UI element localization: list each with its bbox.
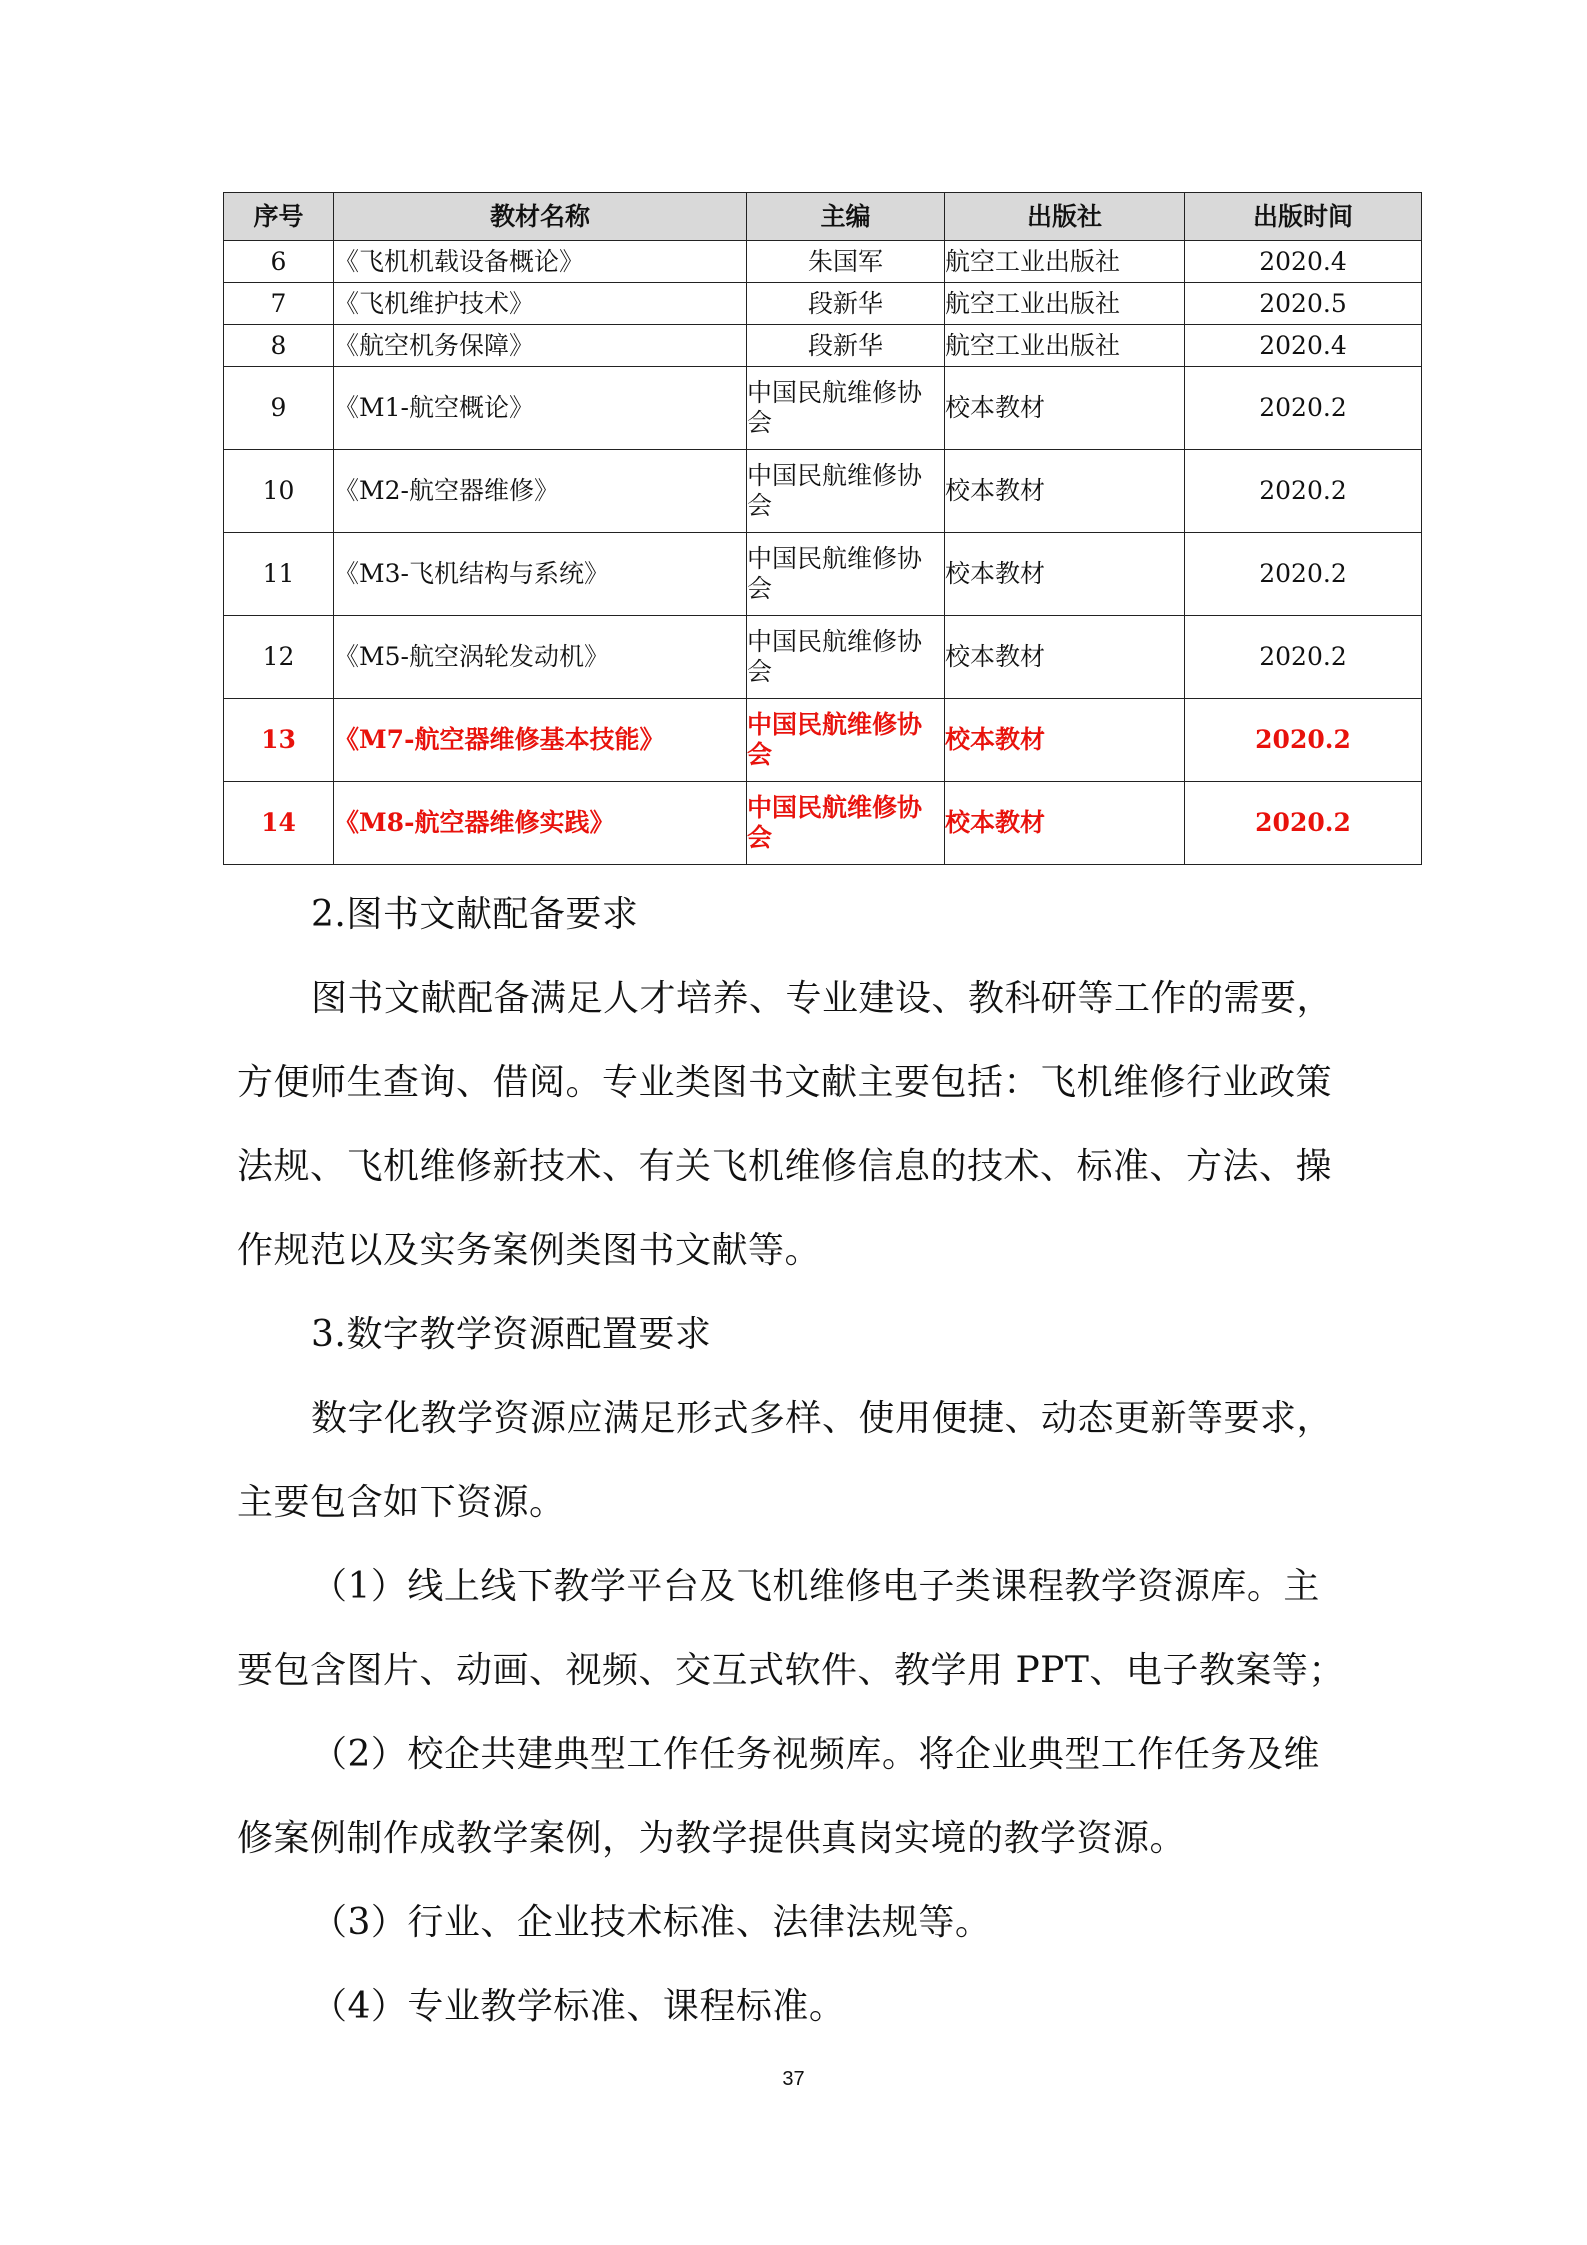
cell-publisher: 校本教材 [945,450,1185,533]
header-title: 教材名称 [334,193,747,241]
cell-publisher: 航空工业出版社 [945,283,1185,325]
cell-title: 《M3-飞机结构与系统》 [334,533,747,616]
cell-no: 6 [224,241,334,283]
cell-editor: 中国民航维修协会 [747,367,945,450]
cell-no: 10 [224,450,334,533]
cell-editor: 段新华 [747,283,945,325]
cell-publisher: 航空工业出版社 [945,241,1185,283]
cell-title: 《M8-航空器维修实践》 [334,782,747,865]
cell-no: 13 [224,699,334,782]
paragraph-library: 图书文献配备满足人才培养、专业建设、教科研等工作的需要，方便师生查询、借阅。专业类图书文献主要包括：飞机维修行业政策法规、飞机维修新技术、有关飞机维修信息的技术、标准、方法、操作规范以及实务案例类图书文献等。 [237,978,1334,1271]
table-row [224,283,1422,325]
cell-publisher: 校本教材 [945,533,1185,616]
cell-date: 2020.2 [1185,616,1422,699]
cell-title: 《M7-航空器维修基本技能》 [334,699,747,782]
cell-title: 《飞机维护技术》 [334,283,747,325]
header-publisher: 出版社 [945,193,1185,241]
table-row [224,533,1422,616]
cell-publisher: 校本教材 [945,699,1185,782]
cell-date: 2020.2 [1185,782,1422,865]
table-row-highlighted [224,782,1422,865]
cell-no: 12 [224,616,334,699]
list-item-4: （4）专业教学标准、课程标准。 [311,1986,846,2027]
section-heading-digital: 3.数字教学资源配置要求 [311,1314,712,1355]
cell-publisher: 校本教材 [945,782,1185,865]
cell-publisher: 校本教材 [945,367,1185,450]
paragraph-digital: 数字化教学资源应满足形式多样、使用便捷、动态更新等要求，主要包含如下资源。 [237,1398,1334,1523]
table-header-row [224,193,1422,241]
table-row [224,367,1422,450]
list-item-2: （2）校企共建典型工作任务视频库。将企业典型工作任务及维修案例制作成教学案例，为教学提供真岗实境的教学资源。 [237,1734,1320,1859]
list-item-3: （3）行业、企业技术标准、法律法规等。 [311,1902,992,1943]
cell-no: 8 [224,325,334,367]
cell-date: 2020.2 [1185,367,1422,450]
cell-date: 2020.4 [1185,325,1422,367]
cell-editor: 中国民航维修协会 [747,616,945,699]
cell-date: 2020.2 [1185,533,1422,616]
cell-title: 《M2-航空器维修》 [334,450,747,533]
textbook-table [223,192,1422,865]
page-number: 37 [782,2068,805,2090]
cell-editor: 中国民航维修协会 [747,699,945,782]
cell-date: 2020.2 [1185,699,1422,782]
cell-title: 《M1-航空概论》 [334,367,747,450]
cell-publisher: 校本教材 [945,616,1185,699]
table-row [224,450,1422,533]
cell-editor: 朱国军 [747,241,945,283]
cell-title: 《M5-航空涡轮发动机》 [334,616,747,699]
table-row-highlighted [224,699,1422,782]
header-no: 序号 [224,193,334,241]
header-editor: 主编 [747,193,945,241]
cell-title: 《飞机机载设备概论》 [334,241,747,283]
table-row [224,325,1422,367]
list-item-1: （1）线上线下教学平台及飞机维修电子类课程教学资源库。主要包含图片、动画、视频、交互式软件、教学用 PPT、电子教案等； [237,1566,1345,1691]
table-row [224,616,1422,699]
cell-no: 9 [224,367,334,450]
cell-editor: 中国民航维修协会 [747,533,945,616]
cell-editor: 段新华 [747,325,945,367]
cell-no: 14 [224,782,334,865]
cell-no: 11 [224,533,334,616]
table-row [224,241,1422,283]
cell-publisher: 航空工业出版社 [945,325,1185,367]
cell-date: 2020.4 [1185,241,1422,283]
cell-title: 《航空机务保障》 [334,325,747,367]
cell-date: 2020.5 [1185,283,1422,325]
cell-no: 7 [224,283,334,325]
header-date: 出版时间 [1185,193,1422,241]
cell-editor: 中国民航维修协会 [747,782,945,865]
section-heading-library: 2.图书文献配备要求 [311,894,639,935]
cell-editor: 中国民航维修协会 [747,450,945,533]
cell-date: 2020.2 [1185,450,1422,533]
